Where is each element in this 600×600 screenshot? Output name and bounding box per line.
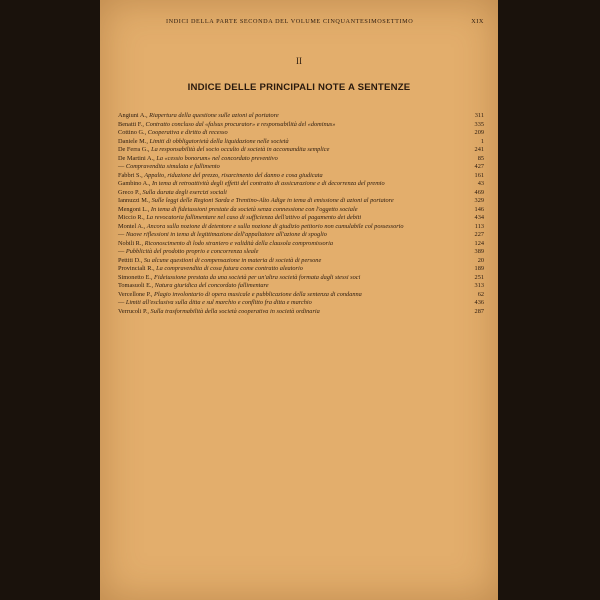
entry-subject: Riconoscimento di lodo straniero e validità della clausola compromissoria [144, 239, 334, 247]
index-entry [118, 206, 484, 215]
book-page [100, 0, 498, 600]
entry-text [118, 146, 458, 155]
entry-subject: La compravendita di cosa futura come contratto aleatorio [156, 265, 303, 272]
entry-author: — [118, 299, 125, 306]
entry-author: Vercellone P., [118, 290, 153, 298]
entry-page: 161 [474, 171, 484, 179]
entry-author: Miccio R., [118, 214, 145, 221]
entry-subject: Appalto, riduzione del prezzo, risarcimento del danno e cosa giudicata [144, 171, 323, 179]
entry-page: 469 [474, 188, 484, 196]
entry-author: Daniele M., [118, 137, 148, 145]
index-entry [118, 257, 484, 266]
index-entry [118, 231, 484, 240]
entry-page: 287 [474, 307, 484, 315]
section-number: II [296, 56, 302, 66]
entry-text [118, 121, 458, 130]
entry-page: 113 [474, 222, 484, 230]
entry-text [118, 240, 458, 249]
entry-author: De Ferra G., [118, 146, 150, 153]
entry-subject: In tema di fideiussioni prestate da società senza connessione con l'oggetto sociale [150, 205, 358, 213]
page-number-roman: XIX [471, 18, 484, 25]
entry-author: — [118, 231, 125, 238]
entry-page: 329 [474, 197, 484, 204]
entry-subject: Pubblicità del prodotto proprio e concorrenza sleale [125, 248, 259, 255]
index-entry [118, 308, 484, 317]
entry-author: Nobili R., [118, 239, 144, 247]
index-entry [118, 189, 484, 198]
entry-page: 209 [474, 129, 484, 136]
index-entry [118, 248, 484, 257]
entry-text [118, 257, 458, 266]
entry-text [118, 189, 458, 198]
entry-text [118, 163, 458, 172]
running-head [166, 18, 484, 25]
running-title: INDICI DELLA PARTE SECONDA DEL VOLUME CINQUANTESIMOSETTIMO [166, 18, 414, 25]
entry-subject: Sulla durata degli esercizi sociali [142, 188, 227, 196]
index-entry [118, 223, 484, 232]
entry-author: Benatti F., [118, 120, 144, 128]
page-title: INDICE DELLE PRINCIPALI NOTE A SENTENZE [187, 82, 411, 93]
entry-page: 434 [474, 214, 484, 221]
entry-page: 20 [477, 256, 484, 264]
entry-author: Pettiti D., [118, 256, 143, 264]
entry-page: 189 [474, 265, 484, 272]
entry-text [118, 308, 458, 317]
index-entry [118, 214, 484, 223]
entry-text [118, 299, 458, 308]
entry-page: 436 [474, 299, 484, 306]
entry-text [118, 197, 458, 206]
index-entry [118, 163, 484, 172]
entry-text [118, 214, 458, 223]
entry-page: 43 [477, 180, 484, 187]
entry-page: 427 [474, 163, 484, 170]
entry-subject: Cooperativa e diritto di recesso [147, 129, 228, 136]
entry-author: Tomasuoli E., [118, 282, 154, 289]
entry-author: — [118, 163, 125, 170]
entry-author: Simonetto E., [118, 273, 153, 281]
index-entry [118, 112, 484, 121]
entry-subject: Compravendita simulata e fallimento [125, 163, 220, 170]
entry-subject: Sulla trasformabilità della società cooperativa in società ordinaria [150, 307, 320, 315]
index-entry [118, 129, 484, 138]
index-entry [118, 146, 484, 155]
entry-subject: Ancora sulla nozione di detentore e sulla nozione di giudizio petitorio non cumulabile col possessorio [146, 222, 404, 230]
entry-page: 311 [474, 112, 484, 119]
index-entries [118, 112, 484, 316]
entry-subject: Contratto concluso dal «falsus procurator» e responsabilità del «dominus» [145, 120, 336, 128]
index-entry [118, 172, 484, 181]
index-entry [118, 299, 484, 308]
entry-text [118, 274, 458, 283]
entry-subject: Plagio involontario di opera musicale e pubblicazione della sentenza di condanna [154, 290, 362, 298]
entry-subject: La «cessio bonorum» nel concordato preventivo [156, 154, 278, 162]
index-entry [118, 180, 484, 189]
entry-text [118, 248, 458, 257]
entry-text [118, 282, 458, 291]
entry-author: Montel A., [118, 222, 146, 230]
entry-text [118, 112, 458, 121]
index-entry [118, 121, 484, 130]
entry-author: Greco P., [118, 188, 141, 196]
entry-text [118, 155, 458, 164]
entry-subject: Limiti all'esclusiva sulla ditta e sul marchio e conflitto fra ditta e marchio [125, 299, 312, 306]
index-entry [118, 265, 484, 274]
entry-author: Fabbri S., [118, 171, 143, 179]
entry-text [118, 206, 458, 215]
index-entry [118, 274, 484, 283]
entry-page: 313 [474, 282, 484, 289]
entry-page: 227 [474, 231, 484, 238]
entry-text [118, 291, 458, 300]
entry-text [118, 138, 458, 147]
entry-author: De Martini A., [118, 154, 155, 162]
index-entry [118, 282, 484, 291]
entry-text [118, 172, 458, 181]
entry-subject: Su alcune questioni di compensazione in materia di società di persone [143, 256, 322, 264]
entry-page: 124 [474, 239, 484, 247]
entry-subject: In tema di retroattività degli effetti del contratto di assicurazione e di decorrenza del premio [151, 180, 385, 187]
entry-text [118, 265, 458, 274]
entry-page: 85 [477, 154, 484, 162]
entry-page: 241 [474, 146, 484, 153]
entry-page: 335 [474, 120, 484, 128]
entry-page: 1 [480, 137, 484, 145]
entry-author: Provinciali R., [118, 265, 155, 272]
entry-author: Mengoni L., [118, 205, 150, 213]
entry-subject: Riapertura della questione sulle azioni al portatore [149, 112, 279, 119]
entry-subject: Fideiussione prestata da una società per un'altra società formata dagli stessi soci [154, 273, 361, 281]
entry-subject: Limiti di obbligatorietà della liquidazione nelle società [149, 137, 289, 145]
index-entry [118, 197, 484, 206]
index-entry [118, 155, 484, 164]
entry-subject: Sulle leggi delle Regioni Sarda e Trentino-Alto Adige in tema di emissione di azioni al portatore [151, 197, 394, 204]
entry-author: Verrucoli P., [118, 307, 149, 315]
entry-text [118, 231, 458, 240]
entry-subject: Natura giuridica del concordato fallimentare [154, 282, 269, 289]
entry-page: 389 [474, 248, 484, 255]
entry-subject: La revocatoria fallimentare nel caso di sufficienza dell'attivo al pagamento dei debiti [146, 214, 362, 221]
entry-author: Gambino A., [118, 180, 151, 187]
entry-subject: La responsabilità del socio occulto di società in accomandita semplice [151, 146, 330, 153]
entry-page: 251 [474, 273, 484, 281]
index-entry [118, 138, 484, 147]
entry-author: — [118, 248, 125, 255]
entry-page: 146 [474, 205, 484, 213]
entry-author: Iannuzzi M., [118, 197, 150, 204]
entry-text [118, 223, 458, 232]
entry-text [118, 180, 458, 189]
index-entry [118, 240, 484, 249]
index-entry [118, 291, 484, 300]
entry-text [118, 129, 458, 138]
entry-subject: Nuove riflessioni in tema di legittimazione dell'appaltatore all'azione di spoglio [125, 231, 327, 238]
entry-page: 62 [477, 290, 484, 298]
entry-author: Angiuni A., [118, 112, 148, 119]
entry-author: Cottino G., [118, 129, 147, 136]
